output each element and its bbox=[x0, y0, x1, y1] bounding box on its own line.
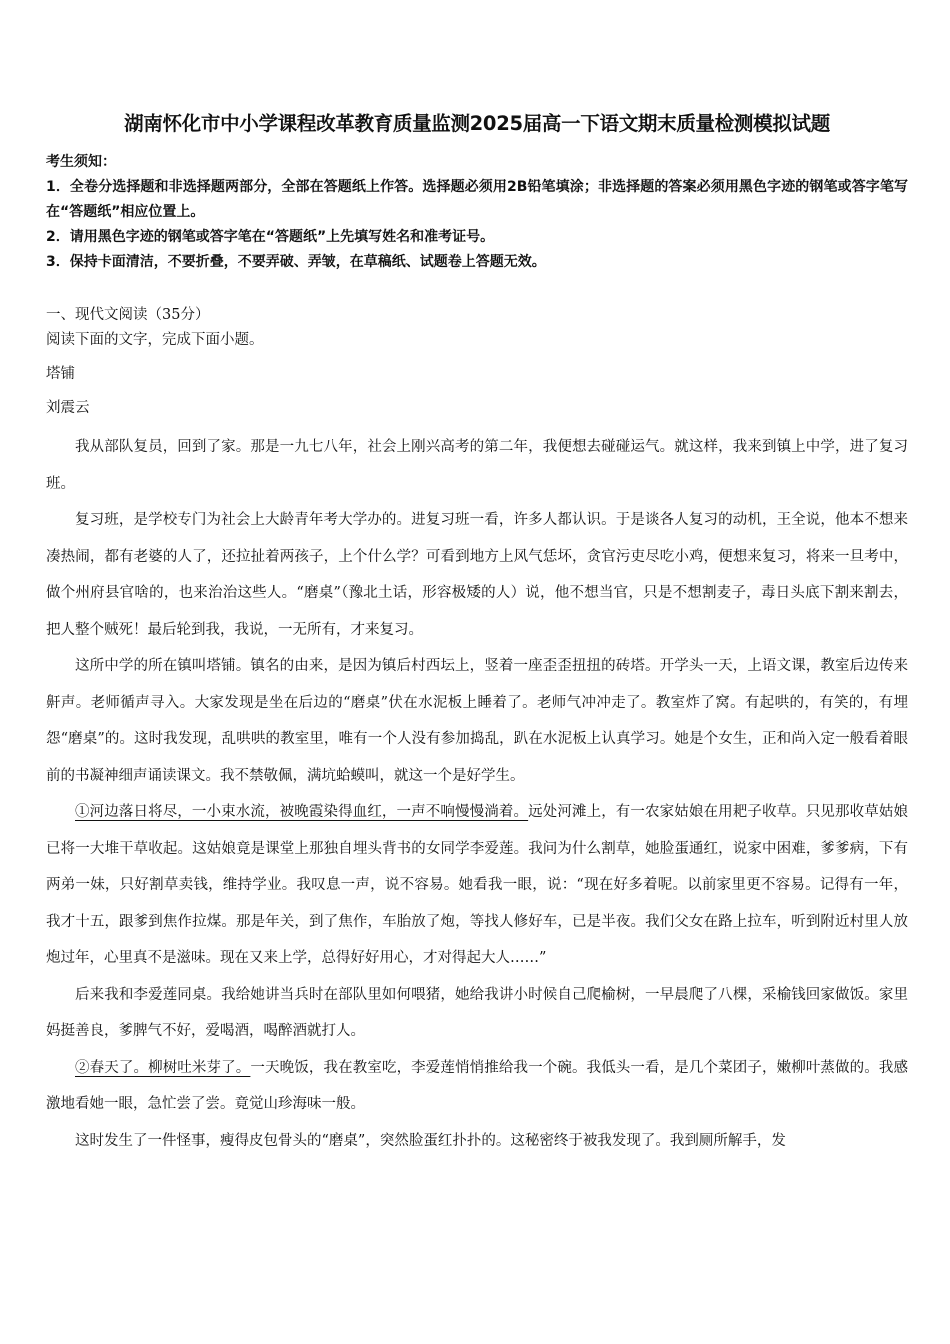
exam-page bbox=[46, 108, 908, 1159]
paragraph-text: 远处河滩上，有一农家姑娘在用耙子收草。只见那收草姑娘已将一大堆干草收起。这姑娘竟是课堂上那独自埋头背书的女同学李爱莲。我问为什么割草，她脸蛋通红，说家中困难，爹爹病，下有两弟一妹，只好割草卖钱，维持学业。我叹息一声，说不容易。她看我一眼，说：“现在好多着呢。以前家里更不容易。记得有一年，我才十五，跟爹到焦作拉煤。那是年关，到了焦作，车胎放了炮，等找人修好车，已是半夜。我们父女在路上拉车，听到附近村里人放炮过年，心里真不是滋味。现在又来上学，总得好好用心，才对得起大人……” bbox=[46, 804, 909, 966]
notice-heading: 考生须知： bbox=[46, 154, 116, 170]
notice-block bbox=[46, 150, 908, 275]
notice-item-2: 2．请用黑色字迹的钢笔或答字笔在“答题纸”上先填写姓名和准考证号。 bbox=[46, 229, 495, 245]
paragraph-text: 复习班，是学校专门为社会上大龄青年考大学办的。进复习班一看，许多人都认识。于是谈各人复习的动机，王全说，他本不想来凑热闹，都有老婆的人了，还拉扯着两孩子，上个什么学？可看到地方上风气恁坏，贪官污吏尽吃小鸡，便想来复习，将来一旦考中，做个州府县官啥的，也来治治这些人。“磨桌”（豫北土话，形容极矮的人）说，他不想当官，只是不想割麦子，毒日头底下割来割去，把人整个贼死！最后轮到我，我说，一无所有，才来复习。 bbox=[46, 512, 908, 638]
page-title: 湖南怀化市中小学课程改革教育质量监测2025届高一下语文期末质量检测模拟试题 bbox=[124, 112, 830, 135]
article-body bbox=[46, 429, 908, 1159]
paragraph-7 bbox=[46, 1123, 908, 1160]
paragraph-1 bbox=[46, 429, 908, 502]
section-instruction: 阅读下面的文字，完成下面小题。 bbox=[46, 332, 264, 348]
paragraph-6 bbox=[46, 1050, 908, 1123]
paragraph-text: 一天晚饭，我在教室吃，李爱莲悄悄推给我一个碗。我低头一看，是几个菜团子，嫩柳叶蒸做的。我感激地看她一眼，急忙尝了尝。竟觉山珍海味一般。 bbox=[46, 1059, 909, 1112]
article-author: 刘震云 bbox=[46, 400, 90, 416]
paragraph-text: 这时发生了一件怪事，瘦得皮包骨头的“磨桌”，突然脸蛋红扑扑的。这秘密终于被我发现了。我到厕所解手，发 bbox=[75, 1132, 786, 1149]
section-heading: 一、现代文阅读（35分） bbox=[46, 307, 210, 323]
paragraph-3 bbox=[46, 648, 908, 794]
paragraph-text: 这所中学的所在镇叫塔铺。镇名的由来，是因为镇后村西坛上，竖着一座歪歪扭扭的砖塔。开学头一天，上语文课，教室后边传来鼾声。老师循声寻入。大家发现是坐在后边的“磨桌”伏在水泥板上睡着了。老师气冲冲走了。教室炸了窝。有起哄的，有笑的，有埋怨“磨桌”的。这时我发现，乱哄哄的教室里，唯有一个人没有参加捣乱，趴在水泥板上认真学习。她是个女生，正和尚入定一般看着眼前的书凝神细声诵读课文。我不禁敬佩，满坑蛤蟆叫，就这一个是好学生。 bbox=[46, 658, 908, 784]
paragraph-4 bbox=[46, 794, 908, 977]
underlined-sentence-2: ②春天了。柳树吐米芽了。 bbox=[75, 1059, 251, 1076]
paragraph-5 bbox=[46, 977, 908, 1050]
paragraph-text: 我从部队复员，回到了家。那是一九七八年，社会上刚兴高考的第二年，我便想去碰碰运气。就这样，我来到镇上中学，进了复习班。 bbox=[46, 439, 908, 492]
underlined-sentence-1: ①河边落日将尽，一小束水流，被晚霞染得血红，一声不响慢慢淌着。 bbox=[75, 804, 529, 820]
article-title: 塔铺 bbox=[46, 366, 75, 382]
paragraph-text: 后来我和李爱莲同桌。我给她讲当兵时在部队里如何喂猪，她给我讲小时候自己爬榆树，一早晨爬了八棵，采榆钱回家做饭。家里妈挺善良，爹脾气不好，爱喝酒，喝醉酒就打人。 bbox=[46, 986, 908, 1039]
notice-item-1: 1．全卷分选择题和非选择题两部分，全部在答题纸上作答。选择题必须用2B铅笔填涂；非选择题的答案必须用黑色字迹的钢笔或答字笔写在“答题纸”相应位置上。 bbox=[46, 179, 908, 220]
paragraph-2 bbox=[46, 502, 908, 648]
notice-item-3: 3．保持卡面清洁，不要折叠，不要弄破、弄皱，在草稿纸、试题卷上答题无效。 bbox=[46, 254, 546, 270]
